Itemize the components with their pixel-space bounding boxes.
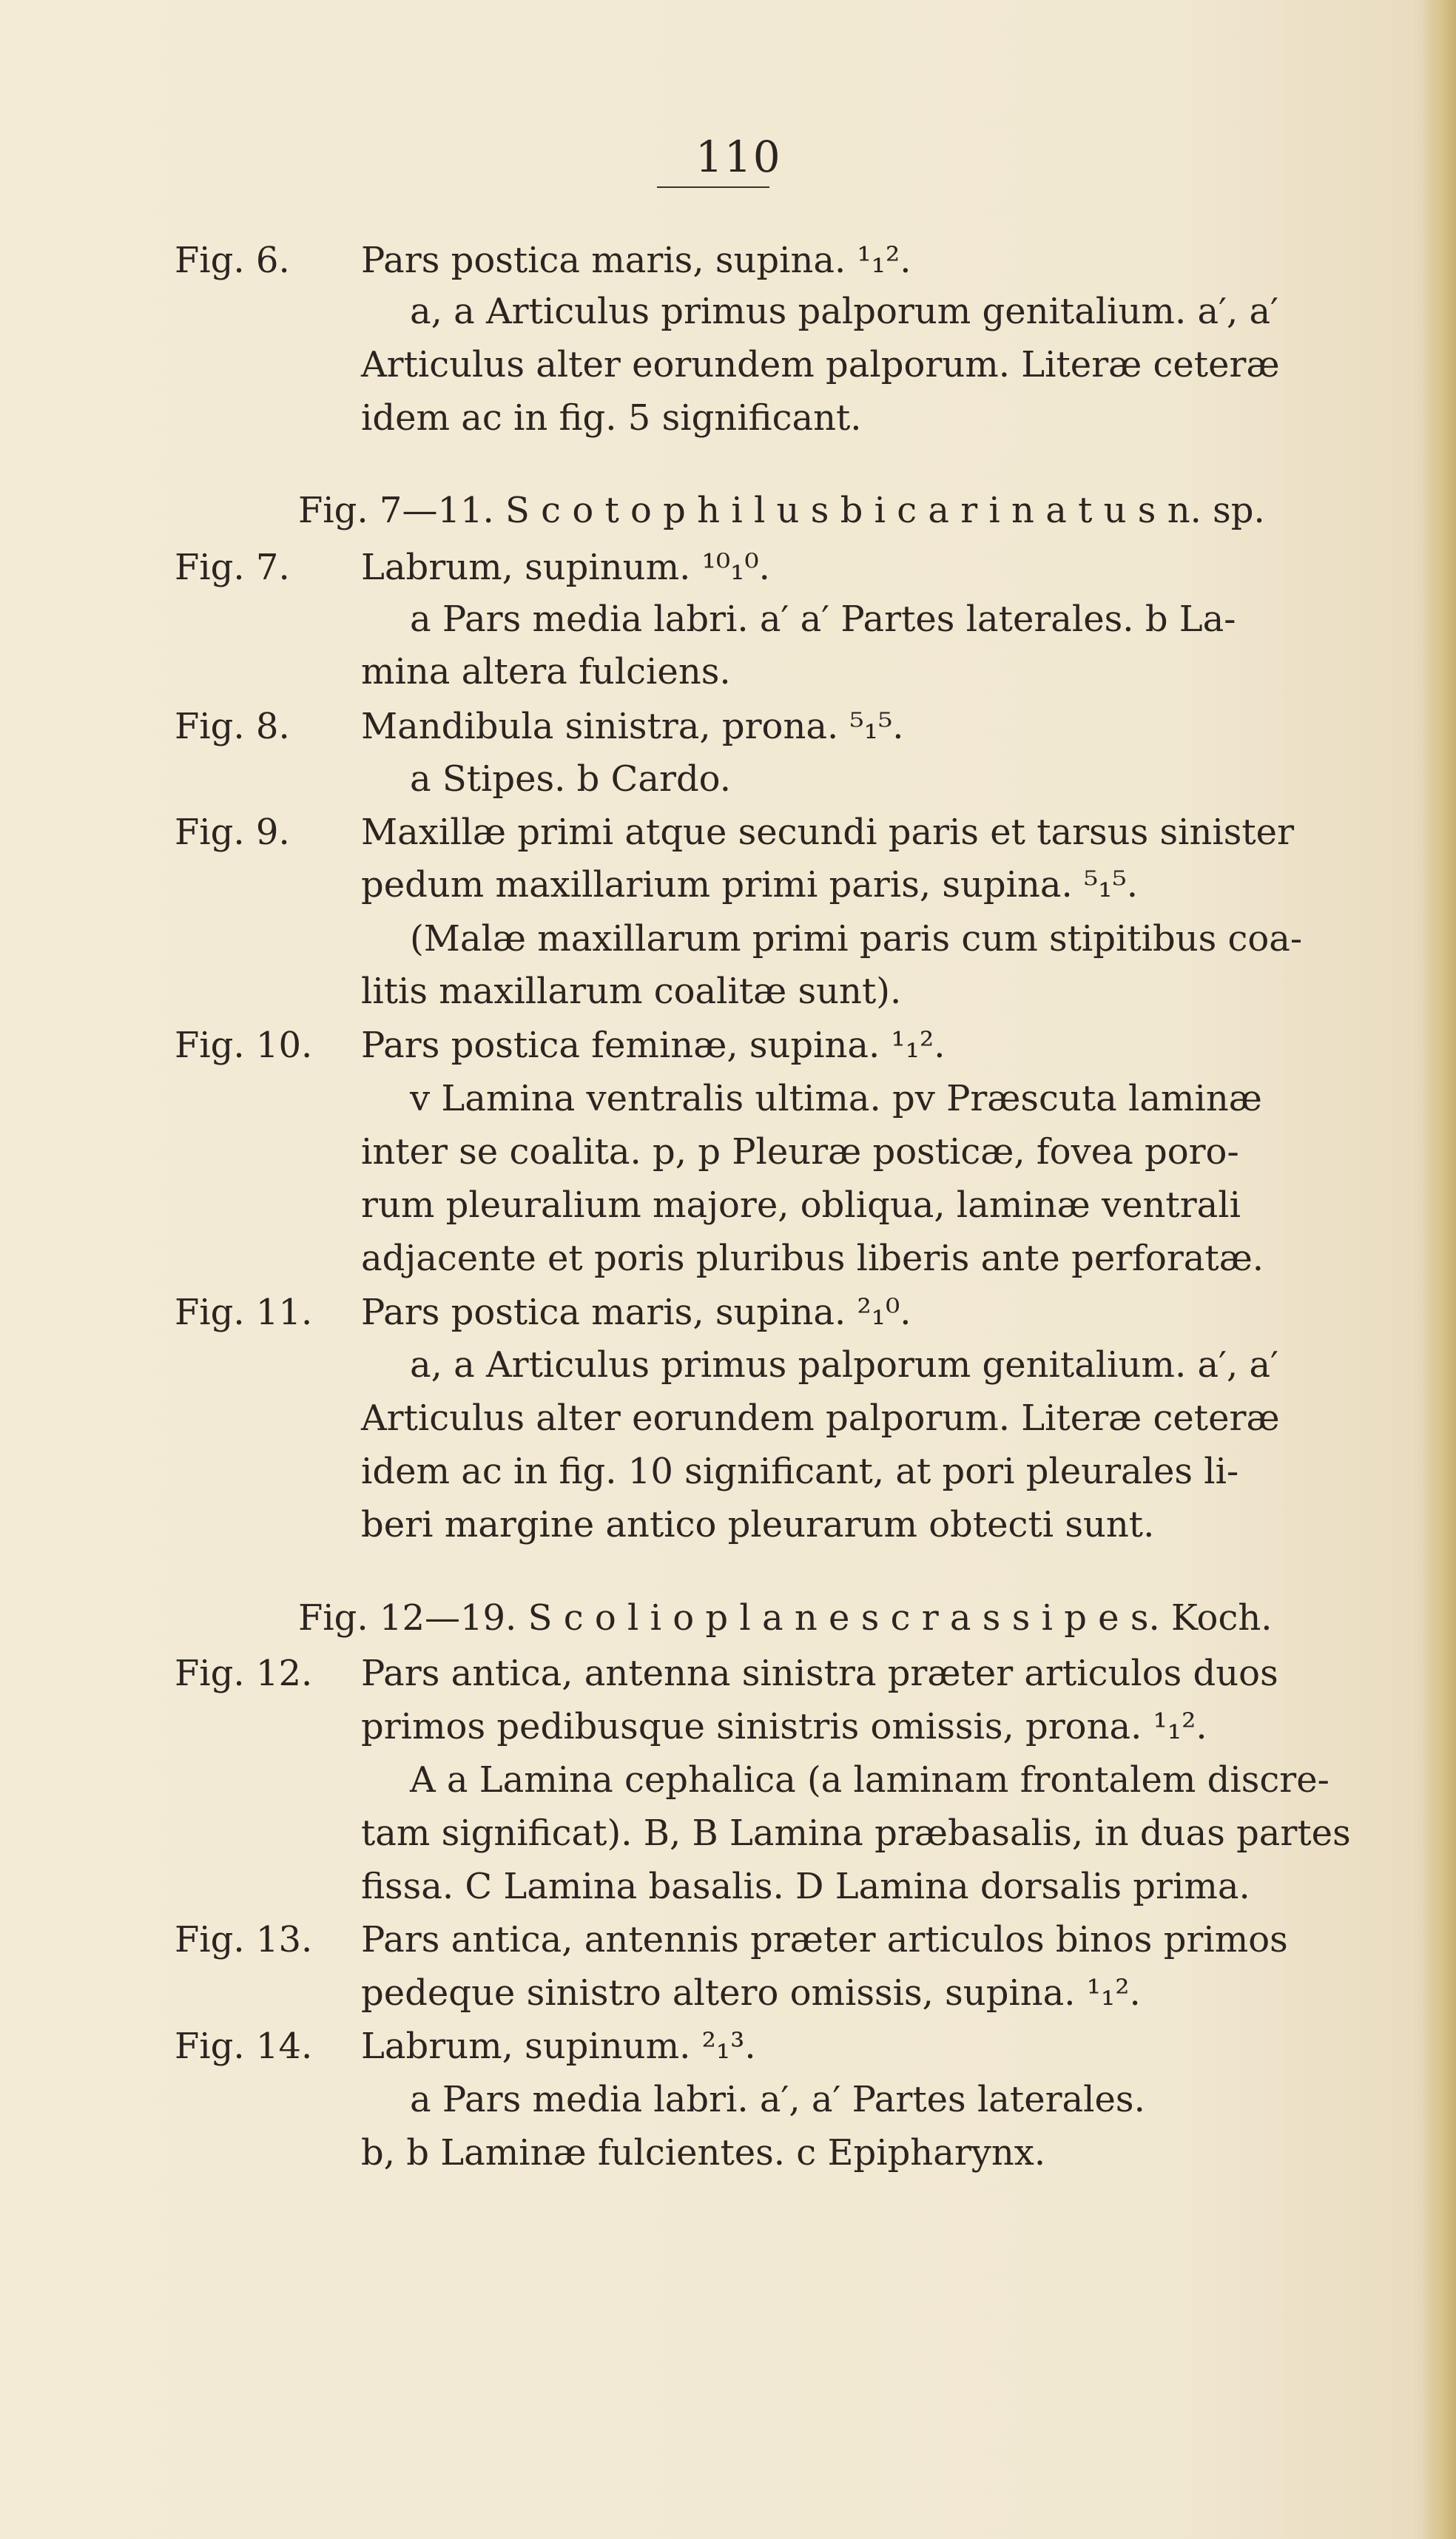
text-line: Fig. 7—11. S c o t o p h i l u s b i c a r i n a t u s n. sp. bbox=[298, 490, 1265, 531]
text-line: Fig. 6. bbox=[175, 240, 290, 281]
text-line: Fig. 12. bbox=[175, 1653, 313, 1694]
text-line: Pars postica maris, supina. ¹₁². bbox=[361, 240, 911, 281]
text-line: A a Lamina cephalica (a laminam frontalem discre- bbox=[410, 1759, 1329, 1801]
text-line: Mandibula sinistra, prona. ⁵₁⁵. bbox=[361, 706, 904, 747]
text-line: idem ac in fig. 5 significant. bbox=[361, 397, 862, 439]
text-line: Fig. 9. bbox=[175, 812, 290, 853]
text-line: Maxillæ primi atque secundi paris et tarsus sinister bbox=[361, 812, 1295, 853]
text-line: rum pleuralium majore, obliqua, laminæ ventrali bbox=[361, 1184, 1241, 1226]
text-line: fissa. C Lamina basalis. D Lamina dorsalis prima. bbox=[361, 1866, 1250, 1907]
text-line: Fig. 12—19. S c o l i o p l a n e s c r a s s i p e s. Koch. bbox=[298, 1597, 1273, 1639]
text-line: pedeque sinistro altero omissis, supina. ¹₁². bbox=[361, 1972, 1141, 2014]
text-line: Fig. 11. bbox=[175, 1292, 313, 1333]
text-line: inter se coalita. p, p Pleuræ posticæ, fovea poro- bbox=[361, 1131, 1239, 1173]
text-line: adjacente et poris pluribus liberis ante perforatæ. bbox=[361, 1238, 1264, 1279]
text-line: beri margine antico pleurarum obtecti sunt. bbox=[361, 1504, 1155, 1545]
text-line: Fig. 7. bbox=[175, 547, 290, 588]
text-line: Fig. 14. bbox=[175, 2026, 313, 2067]
text-line: pedum maxillarium primi paris, supina. ⁵₁⁵. bbox=[361, 864, 1138, 906]
text-line: v Lamina ventralis ultima. pv Præscuta laminæ bbox=[410, 1078, 1262, 1119]
text-line: b, b Laminæ fulcientes. c Epipharynx. bbox=[361, 2132, 1046, 2174]
text-line: Pars antica, antennis præter articulos binos primos bbox=[361, 1919, 1288, 1960]
text-line: Pars postica feminæ, supina. ¹₁². bbox=[361, 1025, 946, 1066]
text-line: a, a Articulus primus palporum genitalium. a′, a′ bbox=[410, 1344, 1279, 1386]
text-line: Fig. 13. bbox=[175, 1919, 313, 1960]
text-line: Articulus alter eorundem palporum. Literæ ceteræ bbox=[361, 1397, 1280, 1439]
text-line: mina altera fulciens. bbox=[361, 651, 731, 692]
text-line: (Malæ maxillarum primi paris cum stipitibus coa- bbox=[410, 918, 1303, 960]
text-line: idem ac in fig. 10 significant, at pori pleurales li- bbox=[361, 1451, 1239, 1492]
text-line: Fig. 8. bbox=[175, 706, 290, 747]
text-line: primos pedibusque sinistris omissis, prona. ¹₁². bbox=[361, 1706, 1207, 1747]
text-line: Pars postica maris, supina. ²₁⁰. bbox=[361, 1292, 911, 1333]
text-line: Fig. 10. bbox=[175, 1025, 313, 1066]
text-line: Pars antica, antenna sinistra præter articulos duos bbox=[361, 1653, 1278, 1694]
text-line: Labrum, supinum. ²₁³. bbox=[361, 2026, 756, 2067]
text-line: litis maxillarum coalitæ sunt). bbox=[361, 971, 902, 1012]
text-line: a Pars media labri. a′, a′ Partes laterales. bbox=[410, 2079, 1145, 2120]
text-line: tam significat). B, B Lamina præbasalis, in duas partes bbox=[361, 1813, 1351, 1854]
text-line: a Pars media labri. a′ a′ Partes laterales. b La- bbox=[410, 598, 1236, 640]
text-line: a, a Articulus primus palporum genitalium. a′, a′ bbox=[410, 291, 1279, 332]
page-number-rule bbox=[657, 186, 769, 188]
page-number: 110 bbox=[695, 132, 782, 182]
text-line: a Stipes. b Cardo. bbox=[410, 758, 731, 800]
text-line: Labrum, supinum. ¹⁰₁⁰. bbox=[361, 547, 770, 588]
page-edge bbox=[1422, 0, 1456, 2539]
text-line: Articulus alter eorundem palporum. Literæ ceteræ bbox=[361, 344, 1280, 385]
